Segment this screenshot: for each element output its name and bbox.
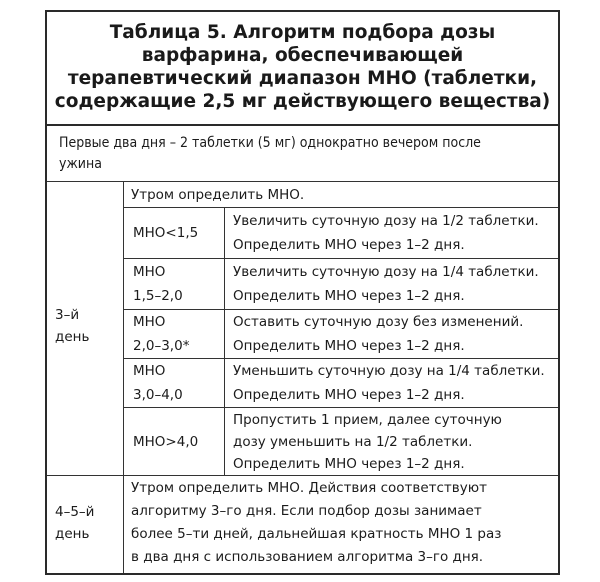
action-line: Увеличить суточную дозу на 1/2 таблетки.: [233, 213, 539, 229]
first-two-days-row: [47, 126, 558, 182]
day3-morning: [131, 183, 551, 207]
day45-label-line: день: [55, 526, 90, 542]
action-line: Пропустить 1 прием, далее суточную: [233, 412, 502, 428]
day3-label-line: день: [55, 329, 90, 345]
divider: [123, 258, 558, 259]
inr-condition-cell: [133, 310, 221, 358]
divider: [224, 207, 225, 475]
inr-condition: МНО<1,5: [133, 225, 199, 241]
divider: [47, 475, 558, 476]
action-cell: [233, 310, 555, 358]
day45-line: более 5–ти дней, дальнейшая кратность МНО 1 раз: [131, 526, 502, 542]
action-line: Определить МНО через 1–2 дня.: [233, 288, 465, 304]
day45-line: Утром определить МНО. Действия соответствуют: [131, 480, 487, 496]
action-cell: [233, 409, 555, 475]
action-line: Определить МНО через 1–2 дня.: [233, 456, 465, 472]
inr-condition: 2,0–3,0*: [133, 338, 190, 354]
intro-line: ужина: [59, 156, 102, 172]
day45-label-line: 4–5–й: [55, 504, 95, 520]
day45-line: в два дня с использованием алгоритма 3–го дня.: [131, 549, 484, 565]
action-line: Определить МНО через 1–2 дня.: [233, 387, 465, 403]
title-line: терапевтический диапазон МНО (таблетки,: [67, 68, 538, 89]
inr-condition: МНО>4,0: [133, 434, 199, 450]
inr-condition: МНО: [133, 264, 166, 280]
day45-label: [55, 501, 121, 545]
inr-condition-cell: [133, 260, 221, 308]
action-line: Определить МНО через 1–2 дня.: [233, 237, 465, 253]
action-line: дозу уменьшить на 1/2 таблетки.: [233, 434, 473, 450]
action-line: Увеличить суточную дозу на 1/4 таблетки.: [233, 264, 539, 280]
inr-condition-cell: [133, 359, 221, 407]
table-title: [47, 12, 558, 126]
day3-label: [55, 304, 121, 348]
day45-line: алгоритму 3–го дня. Если подбор дозы занимает: [131, 503, 482, 519]
divider: [123, 182, 124, 475]
day3-label-line: 3–й: [55, 307, 80, 323]
action-line: Оставить суточную дозу без изменений.: [233, 314, 524, 330]
inr-condition-cell: [133, 208, 221, 258]
day45-instructions: [131, 477, 555, 569]
inr-condition: 1,5–2,0: [133, 288, 183, 304]
action-cell: [233, 359, 555, 407]
inr-condition-cell: [133, 408, 221, 475]
action-cell: [233, 260, 555, 308]
inr-condition: 3,0–4,0: [133, 387, 183, 403]
action-line: Определить МНО через 1–2 дня.: [233, 338, 465, 354]
title-line: содержащие 2,5 мг действующего вещества): [54, 91, 551, 112]
title-line: варфарина, обеспечивающей: [141, 45, 464, 66]
divider: [123, 475, 124, 573]
intro-line: Первые два дня – 2 таблетки (5 мг) однократно вечером после: [59, 135, 481, 151]
action-line: Уменьшить суточную дозу на 1/4 таблетки.: [233, 363, 545, 379]
warfarin-dose-table: [45, 10, 560, 575]
day3-morning-text: Утром определить МНО.: [131, 187, 305, 203]
inr-condition: МНО: [133, 314, 166, 330]
inr-condition: МНО: [133, 363, 166, 379]
title-line: Таблица 5. Алгоритм подбора дозы: [109, 22, 496, 43]
action-cell: [233, 209, 555, 257]
